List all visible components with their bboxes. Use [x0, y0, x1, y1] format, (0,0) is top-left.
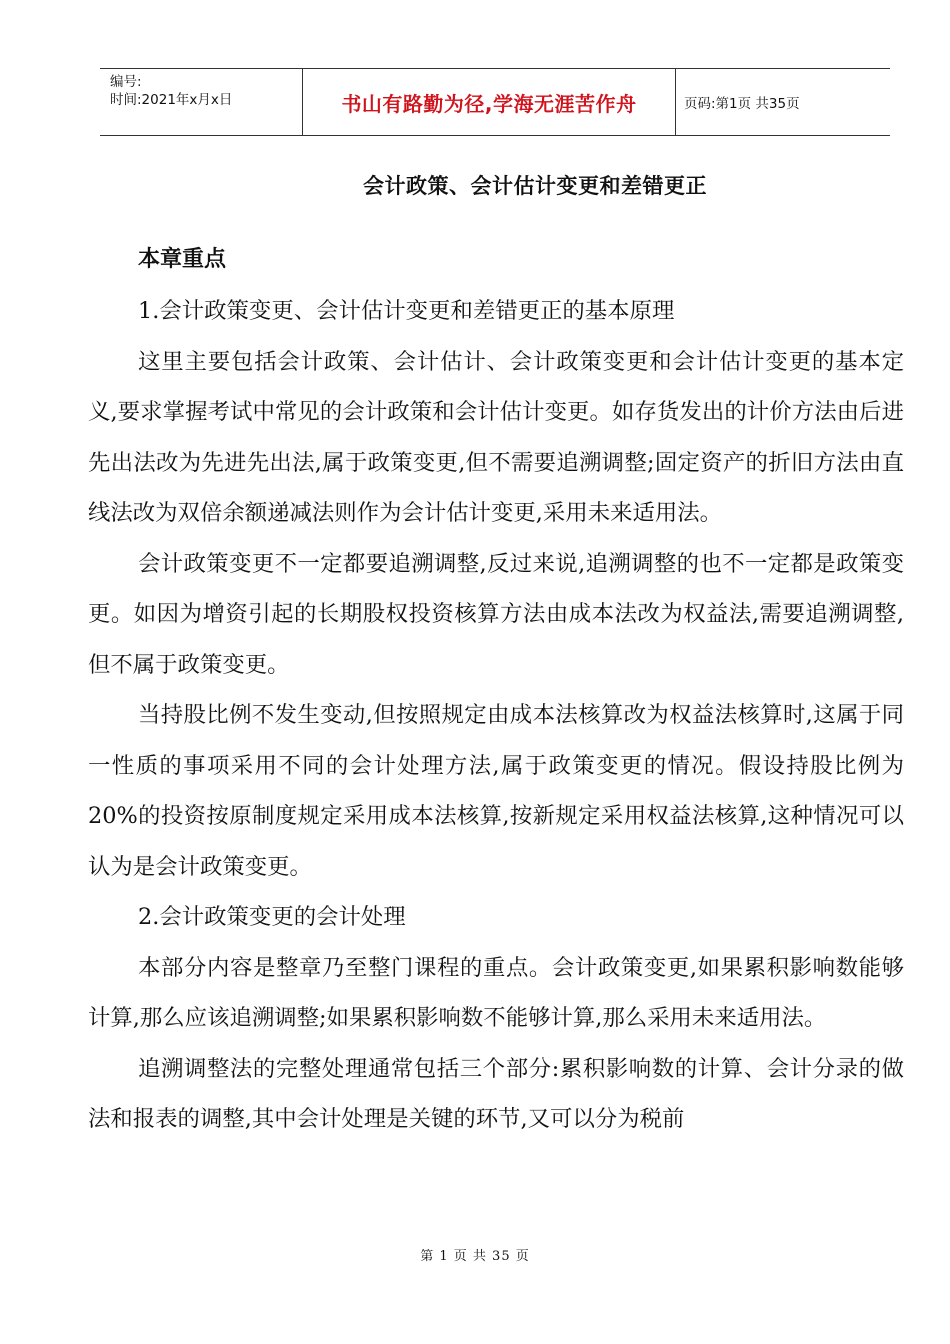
- paragraph: 2.会计政策变更的会计处理: [138, 904, 406, 930]
- paragraph: 这里主要包括会计政策、会计估计、会计政策变更和会计估计变更的基本定义,要求掌握考试中常见的会计政策和会计估计变更。如存货发出的计价方法由后进先出法改为先进先出法,属于政策变更,但不需要追溯调整;固定资产的折旧方法由直线法改为双倍余额递减法则作为会计估计变更,采用未来适用法。: [88, 348, 904, 526]
- header-page-info: 页码:第1页 共35页: [684, 96, 800, 112]
- header-motto: 书山有路勤为径,学海无涯苦作舟: [302, 69, 676, 135]
- paragraph: 本部分内容是整章乃至整门课程的重点。会计政策变更,如果累积影响数能够计算,那么应该追溯调整;如果累积影响数不能够计算,那么采用未来适用法。: [88, 954, 904, 1031]
- section-heading: 本章重点: [138, 247, 227, 272]
- page-footer: 第 1 页 共 35 页: [420, 1249, 530, 1264]
- paragraph: 会计政策变更不一定都要追溯调整,反过来说,追溯调整的也不一定都是政策变更。如因为增资引起的长期股权投资核算方法由成本法改为权益法,需要追溯调整,但不属于政策变更。: [88, 550, 904, 678]
- paragraph: 1.会计政策变更、会计估计变更和差错更正的基本原理: [138, 298, 675, 324]
- paragraph: 当持股比例不发生变动,但按照规定由成本法核算改为权益法核算时,这属于同一性质的事项采用不同的会计处理方法,属于政策变更的情况。假设持股比例为20%的投资按原制度规定采用成本法核算,按新规定采用权益法核算,这种情况可以认为是会计政策变更。: [88, 702, 904, 880]
- document-title: 会计政策、会计估计变更和差错更正: [363, 174, 707, 198]
- header-meta: [100, 69, 302, 135]
- number-label: 编号:: [110, 74, 142, 90]
- page-header: [100, 68, 890, 136]
- date-label: 时间:2021年x月x日: [110, 92, 233, 108]
- document-body: [88, 236, 904, 1145]
- paragraph: 追溯调整法的完整处理通常包括三个部分:累积影响数的计算、会计分录的做法和报表的调整,其中会计处理是关键的环节,又可以分为税前: [88, 1055, 904, 1132]
